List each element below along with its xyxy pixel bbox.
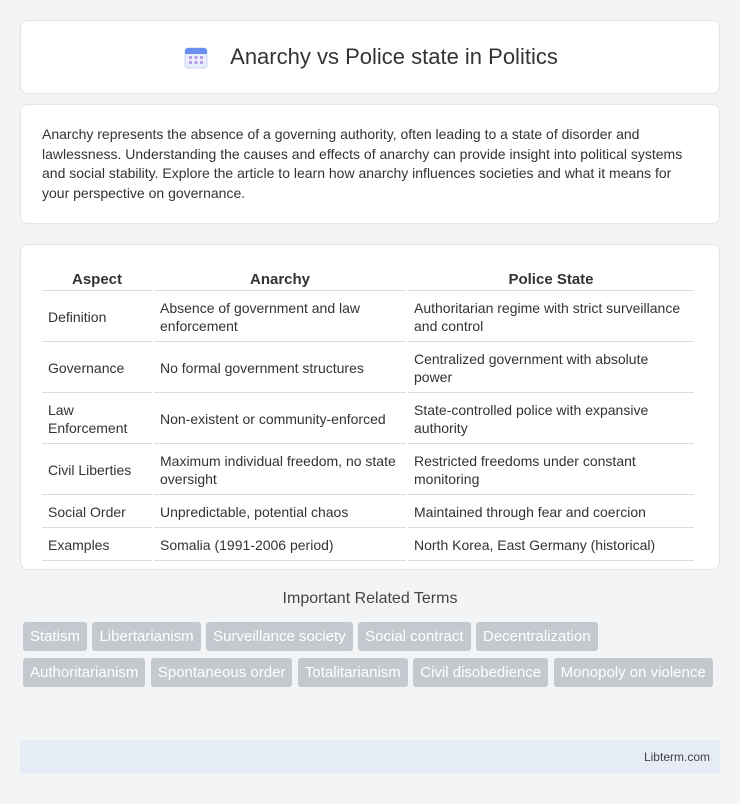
table-row — [42, 395, 694, 444]
table-row — [42, 293, 694, 342]
comparison-card — [20, 244, 720, 570]
table-cell: Governance — [42, 344, 152, 393]
column-header-anarchy: Anarchy — [154, 267, 406, 291]
intro-card — [20, 104, 720, 224]
table-row — [42, 446, 694, 495]
tag-libertarianism[interactable]: Libertarianism — [92, 622, 200, 651]
footer-brand-link[interactable]: Libterm.com — [643, 750, 710, 764]
tag-authoritarianism[interactable]: Authoritarianism — [23, 658, 145, 687]
table-cell: Restricted freedoms under constant monitoring — [408, 446, 694, 495]
column-header-police-state: Police State — [408, 267, 694, 291]
tag-monopoly-on-violence[interactable]: Monopoly on violence — [554, 658, 713, 687]
table-cell: Authoritarian regime with strict surveillance and control — [408, 293, 694, 342]
header-card — [20, 20, 720, 94]
table-cell: Definition — [42, 293, 152, 342]
table-row — [42, 497, 694, 528]
table-cell: Centralized government with absolute power — [408, 344, 694, 393]
tag-social-contract[interactable]: Social contract — [358, 622, 470, 651]
table-cell: Maintained through fear and coercion — [408, 497, 694, 528]
comparison-table — [40, 265, 696, 563]
table-cell: Examples — [42, 530, 152, 561]
tag-decentralization[interactable]: Decentralization — [476, 622, 598, 651]
table-header-row — [42, 267, 694, 291]
table-row — [42, 344, 694, 393]
table-cell: Maximum individual freedom, no state oversight — [154, 446, 406, 495]
calendar-icon — [182, 43, 210, 71]
table-cell: Somalia (1991-2006 period) — [154, 530, 406, 561]
tag-spontaneous-order[interactable]: Spontaneous order — [151, 658, 293, 687]
table-cell: Civil Liberties — [42, 446, 152, 495]
page-title: Anarchy vs Police state in Politics — [230, 44, 558, 69]
footer — [20, 740, 720, 774]
tag-surveillance-society[interactable]: Surveillance society — [206, 622, 353, 651]
related-terms-list — [23, 622, 723, 694]
table-cell: No formal government structures — [154, 344, 406, 393]
tag-statism[interactable]: Statism — [23, 622, 87, 651]
table-cell: Law Enforcement — [42, 395, 152, 444]
table-cell: Non-existent or community-enforced — [154, 395, 406, 444]
table-cell: Social Order — [42, 497, 152, 528]
intro-text: Anarchy represents the absence of a governing authority, often leading to a state of disorder and lawlessness. Understanding the causes and effects of anarchy can provide insight into political systems and social stability. Explore the article to learn how anarchy influences societies and what it means for your perspective on governance. — [42, 126, 683, 201]
table-row — [42, 530, 694, 561]
related-terms-title: Important Related Terms — [282, 590, 458, 607]
tag-totalitarianism[interactable]: Totalitarianism — [298, 658, 408, 687]
table-cell: North Korea, East Germany (historical) — [408, 530, 694, 561]
table-cell: Unpredictable, potential chaos — [154, 497, 406, 528]
tag-civil-disobedience[interactable]: Civil disobedience — [413, 658, 548, 687]
table-cell: Absence of government and law enforcement — [154, 293, 406, 342]
table-cell: State-controlled police with expansive authority — [408, 395, 694, 444]
column-header-aspect: Aspect — [42, 267, 152, 291]
